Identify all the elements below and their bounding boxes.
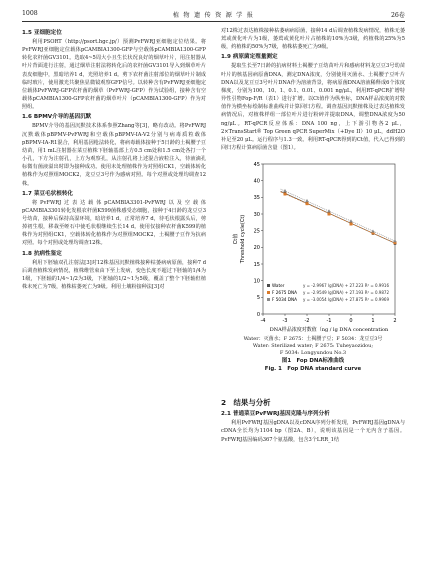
data-point (327, 209, 330, 212)
paragraph: 利用PSORT（http://psort.hgc.jp/）预测PvFWRJ亚细胞定位结果。将PvFWRJ亚细胞定位载体pCAMBIA1300-GFP与空载体pCAMBIA1300-GFP转化农杆菌GV3101。选取4~5周大小且生长状况良好的烟草叶片，用注射器从叶片背面进行注射，通过烟草注射法将转化后的农杆菌GV3101导入到烟草叶片表皮细胞中，黑暗培养1 d，光照培养1 d。剪下农杆菌注射部位的烟草叶片制成临时玻片，使用激光共聚焦显微镜观察GFP信号。以转种含有PvFWRJ亚细胞定位载体PvFWRJ-GFP农杆菌的烟草（PvFWRJ-GFP）作为试验组，接种含有空载体pCAMBIA1300-GFP农杆菌的烟草叶片（pCAMBIA1300-GFP）作为对照组。 (22, 39, 206, 111)
y-tick-label: 45 (253, 161, 260, 168)
x-axis-label: DNA样品浓度对数值（ng / lg DNA concentration (269, 327, 389, 334)
x-tick-label: 1 (371, 318, 375, 325)
data-point (371, 230, 374, 233)
y-tick-label: 10 (253, 278, 260, 285)
y-tick-label: 35 (253, 195, 260, 202)
x-tick-label: -4 (260, 318, 266, 325)
data-point (328, 213, 331, 216)
equation-label: y = -3.0054 lg(DNA) + 27.875 R² = 0.9969 (303, 297, 389, 303)
data-point (350, 223, 353, 226)
equation-label: y = -2.9967 lg(DNA) + 27.223 R² = 0.9916 (303, 283, 389, 289)
y-tick-label: 5 (256, 295, 260, 302)
x-tick-label: 2 (393, 318, 397, 325)
y-axis-label: Ct值 (233, 233, 239, 245)
trend-line (281, 189, 395, 241)
page-header (22, 9, 405, 22)
section-heading: 1.9 病原菌定殖量测定 (221, 54, 278, 61)
section-heading: 2.1 普通菜豆PvFWRJ基因克隆与序列分析 (221, 411, 330, 418)
paragraph: 将PvFWRJ过表达载体pCAMBIA3301-PvFWRJ以及空载体pCAMBIA3301转化发根农杆菌K599菌株感受态细胞，接种于4日龄的龙豆豆3号幼苗，接种后保持高湿环境，暗培养1 d，正常培养7 d，待毛状根露头后，剪掉初生根，移栽至蛭石中使毛状根继续生长14 d。使用仅接种农杆菌K599的植株作为对照组CK1，空载体转化植株作为对照组MOCK2，土褐腰子豆作为抗病对照。每个对照或处理均调查12株。 (22, 199, 206, 247)
paragraph: 利用下胚轴双孔注射法[3]对12株基因沉默植株接种枯萎病病原菌，接种7 d后调查植株发病情况，植株维管束由下至上发病，变色长度不超过下胚轴的1/4为1级，下胚轴的1/4~1/2为3级，下胚轴的1/2~1为5级，覆盖了整个下胚轴但植株未死亡为7级，植株枯萎死亡为9级。利用土壤粉接种法[3]对 (22, 259, 206, 291)
figure-legend-en: Water: Sterilized water; F 2675: Tuheyaozidou; (252, 343, 374, 350)
data-point (284, 193, 287, 196)
legend-label: F 5034 DNA (272, 297, 297, 303)
section-heading: 1.5 亚细胞定位 (22, 30, 62, 36)
section-heading: 1.6 BPMV介导的基因沉默 (22, 114, 92, 121)
data-point (305, 199, 308, 202)
data-point (283, 189, 286, 192)
y-tick-label: 30 (253, 211, 260, 218)
x-tick-label: -2 (304, 318, 310, 325)
y-tick-label: 20 (253, 245, 260, 252)
paragraph: BPMV介导的基因沉默技术体系参照Zhang等[3]，略有改动。将PvFWRJ沉默载体pBPMV-PvFWRJ和空载体pBPMV-IA-V2分别与病毒质粒载体pBPMV-IA-R1混合，利用基因枪法转化，将病毒载体接种于5日龄的土褐腰子豆幼苗，用1 mL注射器在菜豆植株下胚轴基部上方0.5 cm处和1.5 cm处各打一个小孔，下方为注射孔，上方为观察孔，从注射孔将上述混合液粒注入，待液滴孔标微有菌液溢出时即为接种成功。使用未处理植株作为对照组CK1，空载体转化植株作为对照组MOCK2，龙豆豆3号作为感病对照。每个对照或处理均调查12株。 (22, 123, 206, 187)
legend-label: Water (272, 283, 285, 289)
right-column (221, 27, 405, 444)
x-tick-label: -1 (326, 318, 332, 325)
y-tick-label: 0 (256, 311, 260, 318)
legend-swatch (267, 291, 270, 294)
y-axis-label: Threshold cycle(Ct) (240, 214, 246, 264)
y-tick-label: 40 (253, 178, 260, 185)
paragraph: 提取生长至7日龄的抗病材料土褐腰子豆幼苗叶片和感病材料龙豆豆3号幼苗叶片的核基因病原菌DNA，测定DNA浓度，分别使用灭菌水、土褐腰子豆叶片DNA以及龙豆豆3号叶片DNA作为溶液背景，将病原菌DNA溶液稀释成6个浓度梯度，分别为100、10、1、0.1、0.01、0.001 ng/μL，利用RT-qPCR扩增特异性引物Fop-F/R（表1）进行扩增。以Ct值作为纵坐标，DNA样品浓度的对数值作为横坐标绘制标准曲线并计算回归方程。调查基因沉默植株及过表达植株发病情况后，对植株样组一部位叶片进行粉碎并提取DNA，调整DNA浓度为50 ng/μL。RT-qPCR反应体系：DNA 100 ng，上下游引物各2 μL，2×TransStart® Top Green qPCR SuperMix（+Dye II）10 μL，ddH2O补足至20 μL。运行程序与1.3一致。利用RT-qPCR得到的Ct值，代入已得到的回归方程计算病原菌含量（图1）。 (221, 63, 405, 152)
figure-legend-en-2: F 5034: Longyundou No.3 (279, 350, 347, 357)
left-column (22, 27, 206, 291)
standard-curve-chart (229, 158, 401, 338)
y-tick-label: 15 (253, 261, 260, 268)
figure-1 (221, 158, 405, 394)
x-tick-label: 0 (349, 318, 353, 325)
volume-label: 26卷 (390, 12, 405, 19)
legend-swatch (267, 284, 270, 287)
x-tick-label: -3 (282, 318, 288, 325)
data-point (306, 202, 309, 205)
equation-label: y = -2.9549 lg(DNA) + 27.193 R² = 0.9872 (303, 290, 389, 296)
section-heading: 2 结果与分析 (221, 398, 271, 408)
paragraph: 利用PvFWRJ基因gDNA以及cDNA序列分析发现，PvFWRJ基因gDNA与cDNA全长均为1104 bp（图2A、B），说明该基因是一个无内含子基因。PvFWRJ基因编码367个氨基酸，包含3个LRR_1结 (221, 420, 405, 443)
journal-title: 植 物 遗 传 资 源 学 报 (172, 12, 255, 19)
section-heading: 1.7 菜豆毛状根转化 (22, 190, 74, 197)
figure-legend-cn: Water：灭菌水；F 2675：土褐腰子豆；F 5034：龙豆豆3号 (243, 336, 383, 343)
figure-caption-en: Fig. 1 Fop DNA standard curve (264, 366, 362, 373)
legend-swatch (267, 298, 270, 301)
legend-label: F 2675 DNA (272, 290, 297, 296)
page-number: 1008 (22, 10, 38, 17)
y-tick-label: 25 (253, 228, 260, 235)
section-heading: 1.8 抗病性鉴定 (22, 250, 62, 257)
figure-caption-cn: 图1 Fop DNA标准曲线 (281, 358, 345, 365)
paragraph: 对12株过表达植株接种枯萎病病原菌，接种14 d后调查植株发病情况，植株无萎蔫或黄化叶片为1级，萎蔫或黄化叶片占植株的10%为3级，约植株的25%为5级，约植株的50%为7级，植株枯萎死亡为9级。 (221, 28, 405, 51)
